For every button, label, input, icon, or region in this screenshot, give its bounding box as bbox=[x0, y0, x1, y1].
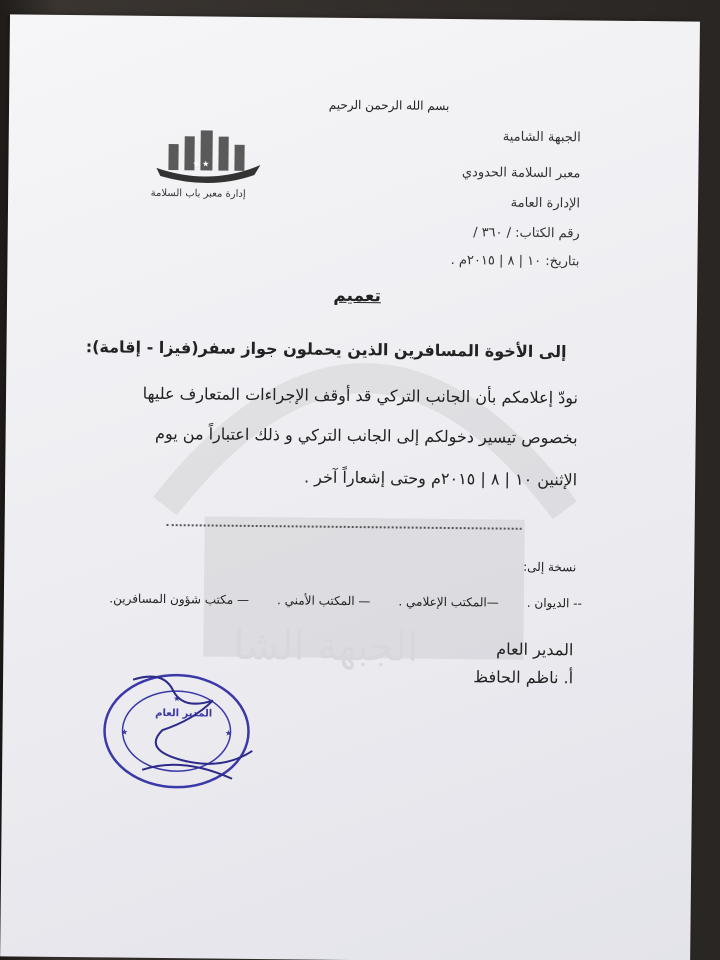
basmala: بسم الله الرحمن الرحيم bbox=[328, 97, 450, 113]
signatory-title: المدير العام bbox=[496, 639, 574, 660]
body-line: الإثنين ١٠ | ٨ | ٢٠١٥م وحتى إشعاراً آخر . bbox=[303, 467, 578, 490]
copy-recipient: —المكتب الإعلامي . bbox=[398, 594, 499, 610]
signatory-name: أ. ناظم الحافظ bbox=[473, 667, 574, 688]
svg-text:★: ★ bbox=[224, 728, 233, 738]
body-line: بخصوص تيسير دخولكم إلى الجانب التركي و ذلك اعتباراً من يوم bbox=[155, 423, 578, 448]
stamp-label: المدير العام bbox=[155, 707, 213, 720]
reference-number: رقم الكتاب: / ٣٦٠ / bbox=[473, 225, 580, 242]
document-page bbox=[0, 14, 700, 960]
body-line: نودّ إعلامكم بأن الجانب التركي قد أوقف الإجراءات المتعارف عليها bbox=[142, 383, 579, 408]
watermark-text: الجبهة الشا bbox=[233, 622, 419, 671]
addressee-line: إلى الأخوة المسافرين الذين يحملون جواز سفر(فيزا - إقامة): bbox=[85, 337, 567, 362]
document-date: بتاريخ: ١٠ | ٨ | ٢٠١٥م . bbox=[450, 253, 580, 270]
handwritten-signature bbox=[102, 659, 263, 791]
copy-to-label: نسخة إلى: bbox=[523, 559, 577, 575]
header-crossing: معبر السلامة الحدودي bbox=[461, 165, 581, 182]
copy-recipient: -- الديوان . bbox=[526, 595, 582, 611]
svg-text:★: ★ bbox=[173, 694, 181, 704]
svg-text:★ ★: ★ ★ bbox=[192, 159, 210, 169]
header-admin: الإدارة العامة bbox=[510, 195, 581, 212]
copy-recipient: — المكتب الأمني . bbox=[276, 593, 371, 609]
svg-text:★: ★ bbox=[120, 727, 129, 737]
copy-recipient: — مكتب شؤون المسافرين. bbox=[109, 591, 250, 607]
crossing-logo-icon bbox=[150, 124, 271, 215]
logo-caption: إدارة معبر باب السلامة bbox=[150, 187, 246, 200]
header-org: الجبهة الشامية bbox=[502, 129, 581, 146]
document-title: تعميم bbox=[333, 285, 382, 307]
